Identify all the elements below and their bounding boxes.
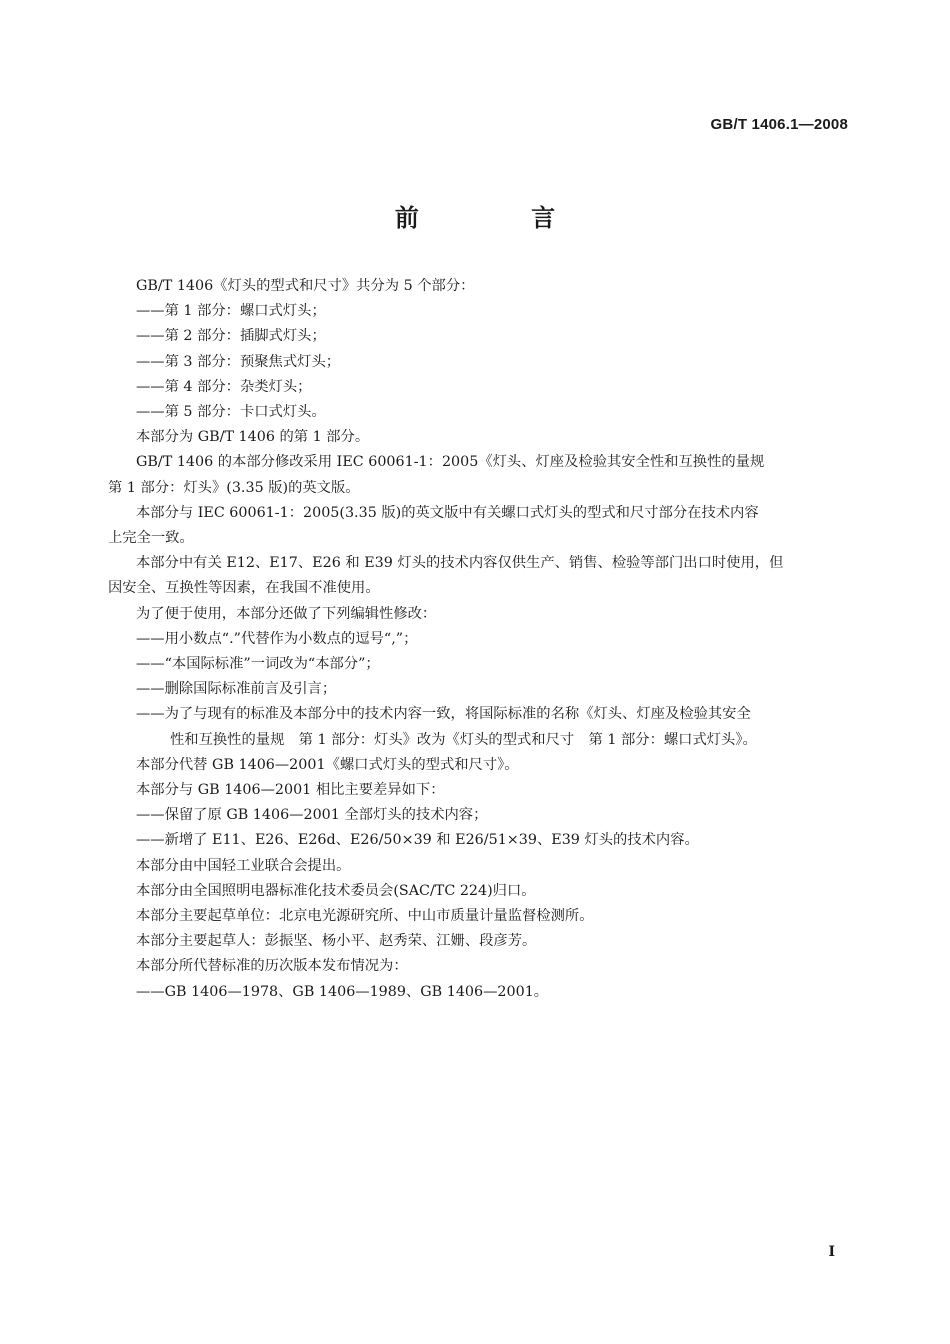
list-item: ——为了与现有的标准及本部分中的技术内容一致，将国际标准的名称《灯头、灯座及检验其安全 — [136, 706, 751, 723]
paragraph: 本部分由中国轻工业联合会提出。 — [136, 857, 351, 874]
paragraph: 本部分所代替标准的历次版本发布情况为： — [136, 958, 408, 975]
page-title: 前 言 — [394, 204, 608, 232]
list-item: ——第 4 部分：杂类灯头； — [136, 378, 312, 395]
paragraph: 本部分中有关 E12、E17、E26 和 E39 灯头的技术内容仅供生产、销售、检验等部门出口时使用，但 — [136, 555, 784, 572]
list-item: ——第 5 部分：卡口式灯头。 — [136, 404, 326, 421]
list-item: ——新增了 E11、E26、E26d、E26/50×39 和 E26/51×39、E39 灯头的技术内容。 — [136, 832, 699, 849]
paragraph: 为了便于使用，本部分还做了下列编辑性修改： — [136, 605, 437, 622]
paragraph: 本部分与 GB 1406—2001 相比主要差异如下： — [136, 782, 445, 799]
paragraph: GB/T 1406《灯头的型式和尺寸》共分为 5 个部分： — [136, 278, 475, 294]
list-item: ——删除国际标准前言及引言； — [136, 681, 337, 698]
paragraph: 本部分代替 GB 1406—2001《螺口式灯头的型式和尺寸》。 — [136, 756, 519, 773]
foreword-body — [108, 274, 850, 1005]
list-item: ——第 3 部分：预聚焦式灯头； — [136, 353, 341, 370]
list-item: ——第 2 部分：插脚式灯头； — [136, 328, 326, 345]
paragraph-continuation: 因安全、互换性等因素，在我国不准使用。 — [108, 580, 380, 597]
page-number: I — [828, 1244, 835, 1260]
paragraph: 本部分主要起草单位：北京电光源研究所、中山市质量计量监督检测所。 — [136, 908, 594, 925]
paragraph: GB/T 1406 的本部分修改采用 IEC 60061-1：2005《灯头、灯座及检验其安全性和互换性的量规 — [136, 454, 765, 471]
paragraph: 本部分为 GB/T 1406 的第 1 部分。 — [136, 429, 370, 446]
paragraph-continuation: 上完全一致。 — [108, 530, 194, 547]
list-item: ——GB 1406—1978、GB 1406—1989、GB 1406—2001。 — [136, 983, 549, 1000]
standard-code: GB/T 1406.1—2008 — [710, 116, 848, 133]
paragraph-continuation: 第 1 部分：灯头》(3.35 版)的英文版。 — [108, 479, 360, 496]
paragraph: 本部分主要起草人：彭振坚、杨小平、赵秀荣、江姗、段彦芳。 — [136, 933, 537, 950]
list-item: ——保留了原 GB 1406—2001 全部灯头的技术内容； — [136, 807, 488, 824]
list-item: ——第 1 部分：螺口式灯头； — [136, 303, 326, 320]
list-item-continuation: 性和互换性的量规 第 1 部分：灯头》改为《灯头的型式和尺寸 第 1 部分：螺口式灯头》。 — [170, 731, 757, 748]
paragraph: 本部分与 IEC 60061-1：2005(3.35 版)的英文版中有关螺口式灯头的型式和尺寸部分在技术内容 — [136, 504, 759, 521]
list-item: ——用小数点“.”代替作为小数点的逗号“,”； — [136, 630, 418, 647]
paragraph: 本部分由全国照明电器标准化技术委员会(SAC/TC 224)归口。 — [136, 882, 536, 899]
list-item: ——“本国际标准”一词改为“本部分”； — [136, 656, 380, 673]
